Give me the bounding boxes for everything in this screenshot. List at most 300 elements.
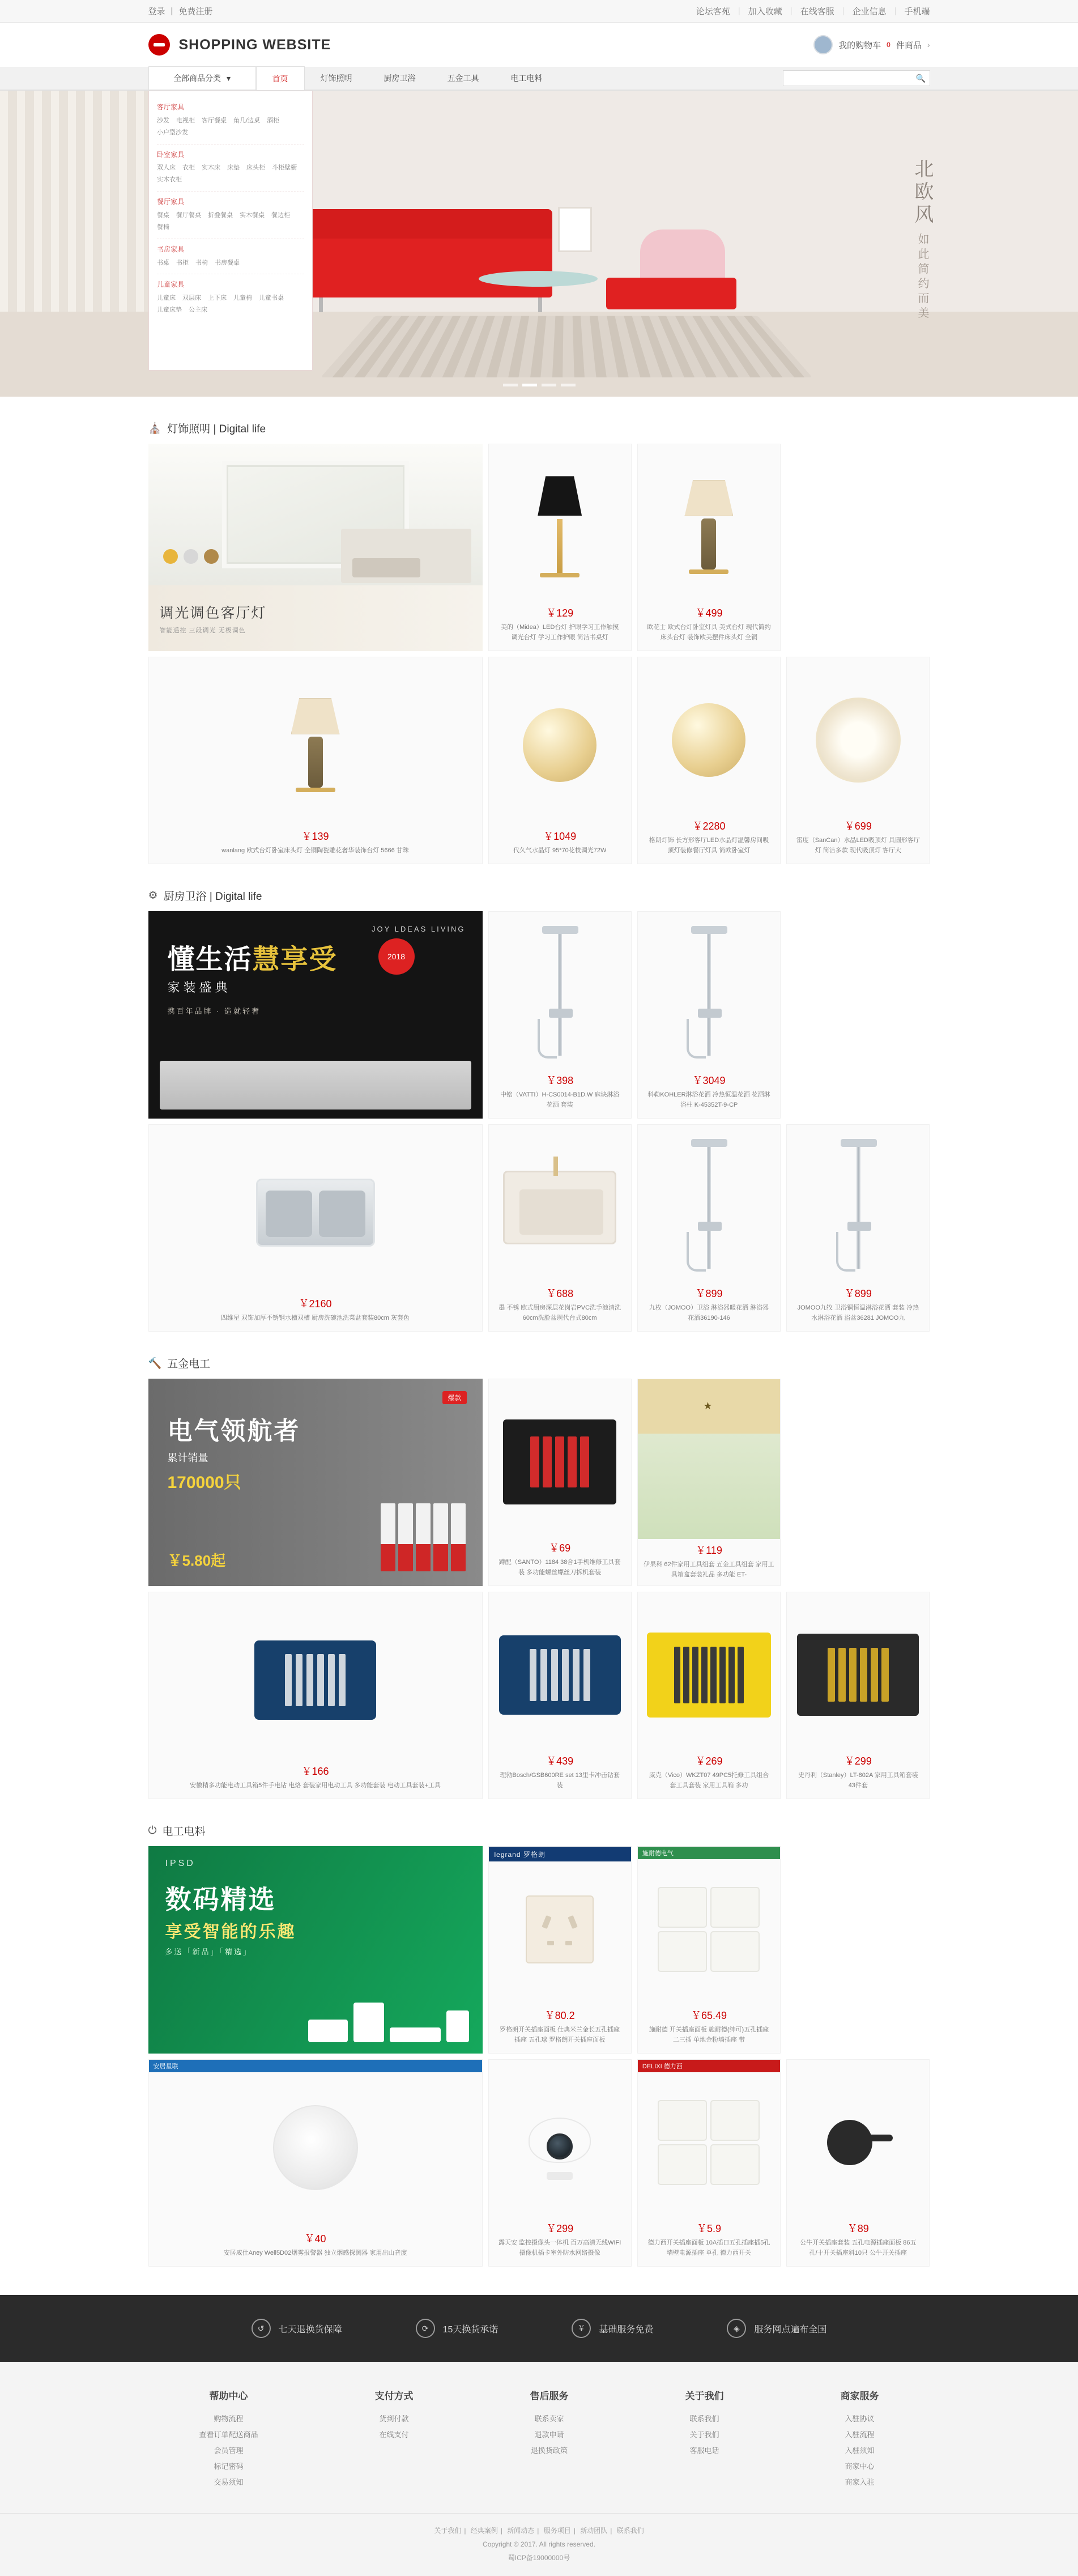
- shower-set-icon: [678, 924, 740, 1065]
- category-link[interactable]: 衣柜: [182, 164, 195, 172]
- wall-socket-icon: [526, 1895, 594, 1963]
- register-link[interactable]: 免费注册: [178, 7, 213, 16]
- footer-link[interactable]: 在线支付: [379, 2430, 409, 2439]
- product-price: ￥1049: [543, 830, 577, 842]
- category-link[interactable]: 儿童床: [157, 295, 176, 302]
- product-card[interactable]: [637, 657, 781, 864]
- security-camera-icon: [517, 2103, 602, 2182]
- category-group-title: 儿童家具: [157, 280, 185, 289]
- footer-column-about: [685, 2388, 723, 2490]
- section-title: 灯饰照明 | Digital life: [167, 423, 266, 435]
- category-link[interactable]: 餐边柜: [271, 211, 290, 219]
- product-grid: [148, 911, 930, 1332]
- exchange-icon: ⟳: [416, 2319, 435, 2338]
- yellow-toolkit-icon: [647, 1633, 771, 1718]
- topbar-right-links: 论坛客苑 | 加入收藏 | 在线客服 | 企业信息 | 手机端: [696, 6, 930, 16]
- product-price: ￥269: [695, 1755, 723, 1767]
- footer-column-merchant: [840, 2388, 879, 2490]
- product-card[interactable]: [148, 657, 483, 864]
- service-item-return: [252, 2319, 342, 2338]
- category-link[interactable]: 双层床: [182, 295, 201, 302]
- search-icon[interactable]: 🔍: [915, 73, 926, 83]
- product-desc: 史丹利（Stanley）LT-802A 家用工具箱套装43件套: [798, 1771, 918, 1789]
- shower-set-icon: [529, 924, 591, 1065]
- promo-card-electric[interactable]: [148, 1379, 483, 1586]
- category-group-title: 书房家具: [157, 245, 185, 253]
- topbar-left-links: [148, 5, 213, 17]
- product-price: ￥2280: [692, 820, 726, 832]
- product-image: [796, 665, 920, 815]
- nav-item-home[interactable]: 首页: [256, 66, 305, 90]
- footer-link[interactable]: 入驻须知: [845, 2446, 875, 2455]
- footer-link[interactable]: 联系我们: [689, 2415, 719, 2423]
- footer-link[interactable]: 联系卖家: [534, 2415, 564, 2423]
- product-card[interactable]: [488, 911, 632, 1119]
- product-card[interactable]: [786, 2059, 930, 2267]
- category-group-living: [157, 97, 304, 144]
- product-image: [647, 920, 771, 1069]
- category-link[interactable]: 实木餐桌: [240, 211, 265, 219]
- product-card[interactable]: [637, 444, 781, 651]
- nav-item-kitchen[interactable]: 厨房卫浴: [384, 74, 416, 83]
- category-link[interactable]: 书椅: [195, 259, 208, 266]
- round-ceiling-lamp-icon: [816, 698, 901, 783]
- footer-columns: [199, 2388, 879, 2490]
- steel-sink-icon: [256, 1179, 375, 1247]
- stanley-toolkit-icon: [797, 1634, 919, 1716]
- footer-bottom-link[interactable]: 经典案例: [470, 2526, 498, 2535]
- category-link[interactable]: 双人床: [157, 164, 176, 172]
- device-images: [308, 2003, 469, 2042]
- cart-label[interactable]: 我的购物车: [838, 40, 881, 50]
- product-price: ￥688: [546, 1287, 574, 1299]
- footer-bottom-link[interactable]: 联系我们: [616, 2526, 644, 2535]
- category-link[interactable]: 实木衣柜: [157, 176, 182, 184]
- product-card[interactable]: [488, 1379, 632, 1586]
- footer-column-title: 商家服务: [840, 2391, 879, 2401]
- network-icon: ◈: [727, 2319, 746, 2338]
- header-account-area[interactable]: [813, 35, 930, 54]
- footer-link[interactable]: 商家入驻: [845, 2477, 875, 2486]
- section-kitchen: [148, 864, 930, 1332]
- section-header: [148, 1823, 930, 1846]
- chevron-down-icon: ▾: [226, 73, 231, 83]
- brand-name: SHOPPING WEBSITE: [178, 36, 331, 53]
- promo-card-digital[interactable]: [148, 1846, 483, 2054]
- footer-bottom-link[interactable]: 关于我们: [434, 2526, 462, 2535]
- product-price: ￥499: [695, 607, 723, 619]
- footer-bottom-links: 关于我们 | 经典案例 | 新闻动态 | 服务项目 | 新动团队 | 联系我们: [434, 2526, 644, 2535]
- product-card[interactable]: [488, 1846, 632, 2054]
- service-item-network: [727, 2319, 826, 2338]
- product-desc: 蹲配（SANTO）1184 38合1手机维修工具套装 多功能螺丝螺丝刀拆机套装: [498, 1558, 621, 1576]
- search-input[interactable]: [783, 71, 913, 86]
- promo-subtitle: 享受智能的乐趣: [165, 1923, 296, 1941]
- promo-price-from: ￥5.80起: [167, 1552, 226, 1569]
- footer-column-payment: [375, 2388, 414, 2490]
- product-card[interactable]: [488, 1124, 632, 1332]
- promo-joy-text: JOY LDEAS LIVING: [371, 925, 466, 933]
- product-card[interactable]: [148, 1124, 483, 1332]
- black-plug-icon: [821, 2109, 895, 2177]
- footer-link[interactable]: 退款申请: [534, 2430, 564, 2439]
- table-lamp-bronze-icon: [684, 480, 733, 574]
- category-link[interactable]: 沙发: [157, 117, 169, 124]
- product-desc: 露天安 监控摄像头一体机 百万高清无线WIFI摄像机插卡室外防水网络摄像: [498, 2239, 621, 2256]
- product-image: [498, 1600, 622, 1750]
- product-card[interactable]: [637, 1124, 781, 1332]
- category-group-bedroom: [157, 144, 304, 192]
- picture-frame-decor: [558, 207, 592, 252]
- product-desc: 美的（Midea）LED台灯 护眼学习工作触摸调光台灯 学习工作护眼 简洁书桌灯: [500, 623, 619, 641]
- product-price: ￥699: [844, 820, 872, 832]
- product-desc: 中铭（VATTI）H-CS0014-B1D.W 麻块淋浴 花洒 套装: [500, 1091, 620, 1108]
- room-scene-decor: [341, 529, 471, 583]
- product-price: ￥139: [301, 830, 329, 842]
- product-desc: 安徽精多功能电动工具箱5件手电钻 电烙 套装家用电动工具 多功能套装 电动工具套装+工具: [190, 1782, 441, 1789]
- section-electric: [148, 1799, 930, 2267]
- promo-brand-text: IPSD: [165, 1859, 195, 1868]
- section-header: [148, 1355, 930, 1379]
- promo-card-kitchen[interactable]: [148, 911, 483, 1119]
- category-link[interactable]: 书房餐桌: [215, 259, 240, 266]
- promo-year-badge: 2018: [378, 938, 415, 975]
- product-card[interactable]: [637, 1846, 781, 2054]
- table-lamp-black-icon: [538, 476, 582, 577]
- promo-subtitle: 家装盛典: [167, 980, 231, 994]
- shower-set-icon: [678, 1137, 740, 1278]
- coffee-table-decor: [479, 271, 598, 287]
- product-card[interactable]: [488, 657, 632, 864]
- hero-copy-line2: 如此简约而美: [916, 233, 928, 322]
- category-group-dining: [157, 192, 304, 239]
- product-price: ￥299: [844, 1755, 872, 1767]
- product-image: [647, 2068, 771, 2217]
- footer-column-aftersales: [530, 2388, 568, 2490]
- promo-caption-line2: 智能遥控 三段调光 无极调色: [159, 627, 246, 634]
- gift-set-icon: ★: [638, 1379, 780, 1539]
- cart-count: 0: [887, 41, 890, 49]
- smoke-detector-icon: [273, 2105, 358, 2190]
- footer-column-title: 售后服务: [530, 2391, 569, 2401]
- promo-caption: [148, 585, 483, 651]
- footer-link[interactable]: 购物流程: [214, 2415, 244, 2423]
- product-desc: 德力西开关插座面板 10A插口五孔插座插5孔墙壁电源插座 单孔 德力西开关: [647, 2239, 770, 2256]
- category-link[interactable]: 儿童书桌: [259, 295, 284, 302]
- chandelier-icon: [523, 708, 596, 782]
- brand-bar: legrand 罗格朗: [489, 1847, 631, 1861]
- footer-column-help: [199, 2388, 258, 2490]
- promo-title: 电气领航者: [167, 1417, 301, 1445]
- nav-item-electric[interactable]: 电工电料: [510, 74, 543, 83]
- topbar-favorite-link[interactable]: 加入收藏: [748, 7, 782, 16]
- site-header: [0, 23, 1078, 67]
- promo-caption-line1: 调光调色客厅灯: [159, 605, 267, 621]
- promo-sales-label: 累计销量: [167, 1452, 208, 1464]
- services-strip: [0, 2295, 1078, 2362]
- section-header: [148, 888, 930, 911]
- hero-banner[interactable]: [0, 91, 1078, 397]
- product-image: [498, 1855, 622, 2004]
- all-categories-button[interactable]: [148, 66, 256, 90]
- category-link[interactable]: 书柜: [176, 259, 189, 266]
- product-card[interactable]: [148, 2059, 483, 2267]
- product-card[interactable]: [488, 444, 632, 651]
- product-grid: [148, 444, 930, 864]
- product-price: ￥899: [695, 1287, 723, 1299]
- footer-link[interactable]: 关于我们: [689, 2430, 719, 2439]
- kitchen-rack-image: [160, 1061, 471, 1110]
- category-link[interactable]: 公主床: [189, 307, 207, 314]
- product-price: ￥69: [549, 1542, 571, 1554]
- footer-link[interactable]: 交易须知: [214, 2477, 244, 2486]
- product-image: [647, 1133, 771, 1282]
- category-link[interactable]: 儿童椅: [233, 295, 252, 302]
- hero-dot[interactable]: [542, 384, 556, 386]
- category-link[interactable]: 餐厅餐桌: [176, 211, 201, 219]
- brand-bar: 安居星联: [149, 2060, 482, 2072]
- category-link[interactable]: 上下床: [208, 295, 227, 302]
- footer-link[interactable]: 会员管理: [214, 2446, 244, 2455]
- footer-column-title: 关于我们: [685, 2391, 724, 2401]
- product-desc: 公牛开关插座套装 五孔电源插座面板 86五孔/十开关插座斜10只 公牛开关插座: [800, 2239, 917, 2256]
- hero-dot[interactable]: [503, 384, 518, 386]
- product-desc: 威克（Vico）WKZT07 49PC5托修工具组合 套工具套装 家用工具箱 多功: [649, 1771, 769, 1789]
- category-group-children: [157, 274, 304, 321]
- badge-cool-icon: [184, 549, 198, 564]
- product-price: ￥899: [844, 1287, 872, 1299]
- footer-link[interactable]: 退换货政策: [530, 2446, 568, 2455]
- footer-link[interactable]: 入驻流程: [845, 2430, 875, 2439]
- hero-copy-line1: 北欧风: [911, 159, 933, 227]
- product-card[interactable]: [637, 911, 781, 1119]
- product-desc: 欧花士 欧式台灯卧室灯具 美式台灯 现代简约床头台灯 装饰欧美摆件床头灯 全铜: [647, 623, 771, 641]
- product-desc: 理勃Bosch/GSB600RE set 13里卡冲击钻套装: [500, 1771, 620, 1789]
- cart-suffix: 件商品: [896, 40, 922, 50]
- product-card[interactable]: [786, 657, 930, 864]
- topbar-service-link[interactable]: 在线客服: [800, 7, 834, 16]
- product-image: [638, 1379, 780, 1539]
- product-card[interactable]: [637, 1592, 781, 1799]
- product-price: ￥80.2: [544, 2009, 575, 2021]
- category-group-title: 卧室家具: [157, 150, 185, 159]
- product-desc: 墨 不锈 欧式厨房深层花岗岩PVC洗手池清洗60cm洗脸盆现代台式80cm: [498, 1304, 621, 1321]
- product-card[interactable]: [786, 1592, 930, 1799]
- section-hardware: [148, 1332, 930, 1799]
- promo-sales-count: 170000只: [167, 1473, 241, 1492]
- category-link[interactable]: 儿童床垫: [157, 307, 182, 314]
- product-desc: 科勒KOHLER淋浴花洒 冷热恒温花洒 花洒淋浴柱 K-45352T-9-CP: [647, 1091, 770, 1108]
- faucet-icon: ⚙: [148, 890, 158, 902]
- service-item-free: [572, 2319, 653, 2338]
- footer-bottom: [0, 2513, 1078, 2565]
- category-link[interactable]: 小户型沙发: [157, 129, 188, 136]
- service-label: 15天换货承诺: [442, 2324, 498, 2335]
- section-title: 五金电工: [167, 1358, 211, 1370]
- product-price: ￥2160: [299, 1298, 332, 1310]
- free-service-icon: ￥: [572, 2319, 591, 2338]
- product-image: [498, 2068, 622, 2217]
- product-image: [796, 2068, 920, 2217]
- footer-link[interactable]: 入驻协议: [845, 2415, 875, 2423]
- product-image: [647, 1600, 771, 1750]
- logo-icon: [148, 34, 170, 56]
- service-label: 服务网点遍布全国: [754, 2324, 827, 2335]
- category-link[interactable]: 折叠餐桌: [208, 211, 233, 219]
- product-price: ￥166: [301, 1765, 329, 1777]
- category-link[interactable]: 酒柜: [267, 117, 280, 124]
- product-desc: wanlang 欧式台灯卧室床头灯 全铜陶瓷雕花奢华装饰台灯 5666 甘珠: [221, 847, 409, 854]
- category-link[interactable]: 床垫: [227, 164, 240, 172]
- site-footer: [0, 2362, 1078, 2576]
- hero-dot-active[interactable]: [522, 384, 537, 386]
- topbar-mobile-link[interactable]: 手机端: [904, 7, 930, 16]
- promo-title-a: 懂生活: [167, 945, 253, 975]
- hero-carousel-dots[interactable]: [503, 384, 576, 386]
- category-link[interactable]: 实木床: [202, 164, 220, 172]
- socket-panel-icon: [658, 2100, 760, 2185]
- product-image: [647, 665, 771, 815]
- repair-toolkit-icon: [503, 1419, 616, 1504]
- promo-card-ceiling-lamp[interactable]: [148, 444, 483, 651]
- product-desc: 代久气水晶灯 95*70花枝调光72W: [513, 847, 607, 854]
- product-desc: 施耐德 开关插座面板 施耐德(绅可)五孔插座 二三插 单地金粉墙插座 带: [649, 2026, 769, 2043]
- product-price: ￥129: [546, 607, 574, 619]
- product-price: ￥299: [546, 2222, 574, 2234]
- nav-item-lighting[interactable]: 灯饰照明: [320, 74, 352, 83]
- product-card[interactable]: [488, 2059, 632, 2267]
- product-card[interactable]: [488, 1592, 632, 1799]
- section-title: 电工电料: [162, 1826, 206, 1838]
- chevron-right-icon: ›: [927, 40, 930, 49]
- product-image: [647, 1855, 771, 2004]
- product-image: [647, 452, 771, 602]
- all-categories-label: 全部商品分类: [173, 74, 221, 83]
- product-desc: 四维星 双饰加厚不锈钢水槽双槽 厨房洗碗池洗菜盆套装80cm 灰套色: [220, 1314, 410, 1321]
- product-image: [796, 1600, 920, 1750]
- footer-link[interactable]: 货到付款: [379, 2415, 409, 2423]
- nav-items: [256, 66, 559, 90]
- category-link[interactable]: 客厅餐桌: [202, 117, 227, 124]
- footer-bottom-link[interactable]: 新闻动态: [507, 2526, 535, 2535]
- product-grid: [148, 1846, 930, 2267]
- product-desc: 雷度（SanCan）水晶LED吸顶灯 具圆形客厅灯 简洁多款 现代吸顶灯 客厅大: [796, 836, 920, 854]
- avatar[interactable]: [813, 35, 833, 54]
- hero-dot[interactable]: [561, 384, 576, 386]
- footer-bottom-link[interactable]: 服务项目: [543, 2526, 571, 2535]
- nav-item-hardware[interactable]: 五金工具: [447, 74, 479, 83]
- promo-title: [168, 937, 338, 976]
- promo-tagline: 多送「新品」「精选」: [165, 1948, 253, 1956]
- topbar-company-link[interactable]: 企业信息: [852, 7, 887, 16]
- product-image: [158, 1133, 473, 1293]
- section-lighting: [148, 397, 930, 864]
- brand[interactable]: [148, 34, 331, 56]
- category-panel[interactable]: [148, 91, 313, 371]
- product-card[interactable]: [786, 1124, 930, 1332]
- top-bar: [0, 0, 1078, 23]
- tool-icon: 🔨: [148, 1357, 162, 1370]
- category-link[interactable]: 斗柜壁橱: [272, 164, 297, 172]
- hero-copy: [909, 159, 936, 322]
- promo-color-badges: [163, 549, 219, 564]
- category-link[interactable]: 书桌: [157, 259, 169, 266]
- ceramic-sink-icon: [503, 1171, 616, 1244]
- service-label: 七天退换货保障: [278, 2324, 342, 2335]
- product-desc: 格朗灯饰 长方形客厅LED水晶灯温馨房间吸顶灯装修餐厅灯具 简欧卧室灯: [649, 836, 769, 854]
- product-image: [158, 2068, 473, 2228]
- footer-link[interactable]: 客服电话: [689, 2446, 719, 2455]
- product-card[interactable]: [637, 1379, 781, 1586]
- product-price: ￥3049: [692, 1074, 726, 1086]
- impact-drill-icon: [499, 1635, 621, 1715]
- search-box[interactable]: [783, 70, 930, 86]
- table-lamp-cream-icon: [291, 698, 340, 792]
- product-image: [158, 1600, 473, 1760]
- brand-bar: DELIXI 德力西: [638, 2060, 780, 2072]
- product-card[interactable]: [637, 2059, 781, 2267]
- product-desc: JOMOO九牧 卫浴铜恒温淋浴花洒 套装 冷热水淋浴花洒 浴盆36281 JOMOO九: [797, 1304, 919, 1321]
- promo-tagline: 携百年品牌 · 造就轻奢: [167, 1007, 261, 1015]
- product-price: ￥398: [546, 1074, 574, 1086]
- category-link[interactable]: 电视柜: [176, 117, 195, 124]
- plug-icon: ⏻: [148, 1824, 157, 1837]
- promo-title-b: 慧享受: [252, 945, 338, 975]
- copyright-text: Copyright © 2017. All rights reserved.: [483, 2540, 595, 2548]
- product-grid: [148, 1379, 930, 1799]
- product-image: [498, 452, 622, 602]
- product-image: [498, 920, 622, 1069]
- category-link[interactable]: 床头柜: [246, 164, 265, 172]
- footer-bottom-link[interactable]: 新动团队: [580, 2526, 608, 2535]
- footer-link[interactable]: 查看订单配送商品: [199, 2430, 258, 2439]
- login-link[interactable]: 登录: [148, 7, 165, 16]
- footer-link[interactable]: 标记密码: [214, 2462, 244, 2471]
- topbar-forum-link[interactable]: 论坛客苑: [696, 7, 730, 16]
- badge-warm-icon: [163, 549, 178, 564]
- rug-decor: [321, 316, 812, 377]
- product-price: ￥65.49: [691, 2009, 727, 2021]
- service-item-exchange: [416, 2319, 498, 2338]
- badge-mixed-icon: [204, 549, 219, 564]
- category-link[interactable]: 餐桌: [157, 211, 169, 219]
- promo-title: 数码精选: [165, 1885, 276, 1914]
- footer-link[interactable]: 商家中心: [845, 2462, 875, 2471]
- category-group-study: [157, 239, 304, 275]
- product-image: [498, 1133, 622, 1282]
- product-price: ￥40: [304, 2233, 326, 2245]
- product-image: [796, 1133, 920, 1282]
- icp-text: 蜀ICP备19000000号: [508, 2553, 570, 2562]
- category-group-title: 客厅家具: [157, 103, 185, 111]
- product-desc: 九枚（JOMOO）卫浴 淋浴器暖花洒 淋浴器花洒36190-146: [649, 1304, 769, 1321]
- service-label: 基础服务免费: [599, 2324, 654, 2335]
- return-icon: ↺: [252, 2319, 271, 2338]
- category-link[interactable]: 角几/边桌: [233, 117, 261, 124]
- product-desc: 安居威仕Aney Well5D02烟雾报警器 独立烟感探测器 家用出山音度: [223, 2249, 407, 2256]
- shower-set-icon: [827, 1137, 889, 1278]
- lamp-icon: ⛪: [148, 422, 162, 435]
- product-price: ￥89: [847, 2222, 869, 2234]
- product-price: ￥5.9: [696, 2222, 721, 2234]
- section-title: 厨房卫浴 | Digital life: [163, 891, 262, 903]
- drill-toolcase-icon: [254, 1640, 376, 1720]
- product-image: [498, 1387, 622, 1537]
- product-card[interactable]: [148, 1592, 483, 1799]
- breaker-image: [381, 1503, 466, 1571]
- crystal-ceiling-lamp-icon: [672, 703, 745, 777]
- category-link[interactable]: 餐椅: [157, 223, 169, 231]
